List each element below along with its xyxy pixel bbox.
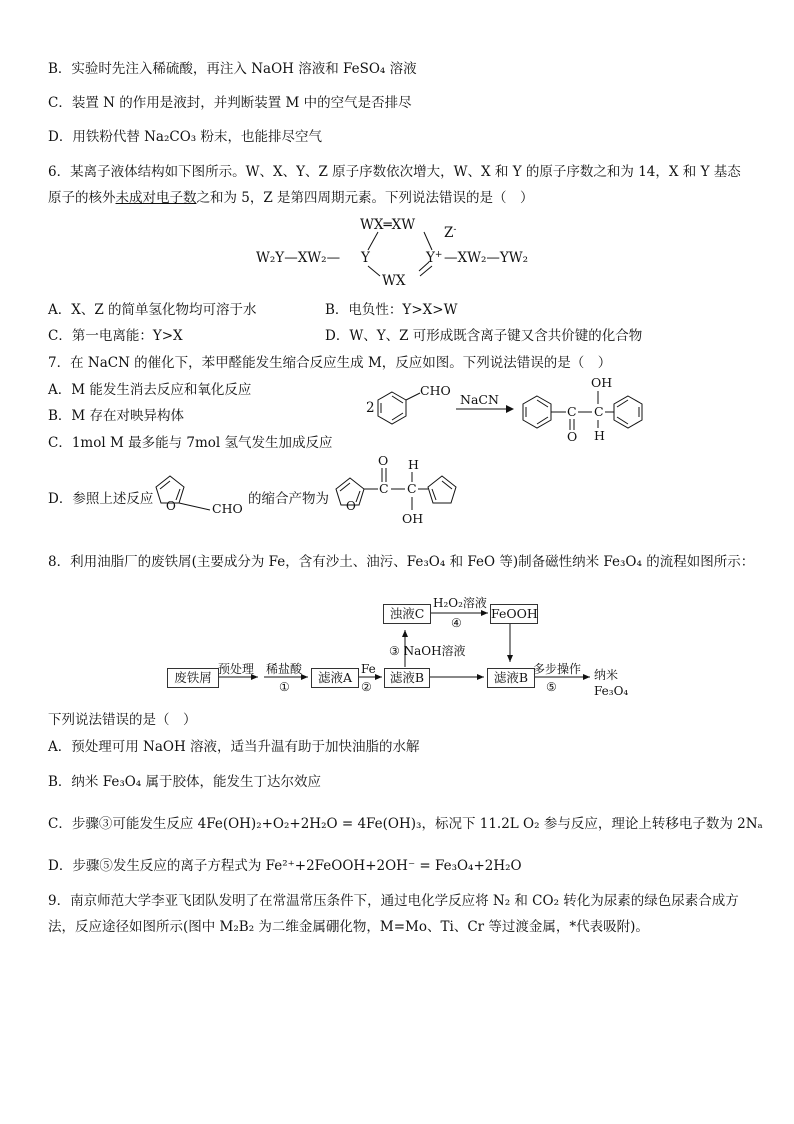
q6-anion: Z-: [444, 225, 457, 241]
flow-label-step5: ⑤: [546, 680, 557, 694]
flow-box-filtrate-b2: 滤液B: [487, 668, 535, 688]
q5-option-c: C．装置 N 的作用是液封，并判断装置 M 中的空气是否排尽: [48, 95, 412, 111]
q7-product-c1: C: [567, 404, 577, 419]
flow-final-nano: 纳米: [594, 668, 619, 682]
flow-label-step2: ②: [361, 680, 372, 694]
q9-stem-line2: 法，反应途径如图所示(图中 M₂B₂ 为二维金属硼化物，M=Mo、Ti、Cr 等过渡金属，*代表吸附)。: [48, 919, 649, 935]
q7-catalyst: NaCN: [460, 392, 499, 407]
flow-label-pretreat: 预处理: [218, 662, 255, 676]
q7-furoin-oh: OH: [402, 511, 424, 526]
q6-stem-post: 之和为 5，Z 是第四周期元素。下列说法错误的是（ ）: [196, 190, 534, 206]
flow-label-hcl: 稀盐酸: [266, 662, 303, 676]
q6-option-c: C．第一电离能：Y>X: [48, 328, 183, 344]
q7-option-c: C．1mol M 最多能与 7mol 氢气发生加成反应: [48, 435, 333, 451]
flow-box-filtrate-b: 滤液B: [384, 668, 430, 688]
q8-stem: 8．利用油脂厂的废铁屑(主要成分为 Fe，含有沙土、油污、Fe₃O₄ 和 FeO 等)制备磁性纳米 Fe₃O₄ 的流程如图所示：: [48, 554, 755, 570]
q7-option-a: A．M 能发生消去反应和氧化反应: [48, 382, 252, 398]
flow-label-h2o2: H₂O₂溶液: [433, 596, 487, 610]
q7-product-c2: C: [594, 404, 604, 419]
q8-ask: 下列说法错误的是（ ）: [48, 712, 197, 728]
flow-box-feooh: FeOOH: [490, 604, 538, 624]
flow-label-naoh: ③ NaOH溶液: [389, 644, 466, 658]
flow-label-multistep: 多步操作: [533, 662, 582, 676]
q6-stem-pre: 原子的核外: [48, 190, 116, 206]
q7-coefficient: 2: [366, 400, 375, 416]
flow-box-filtrate-a: 滤液A: [311, 668, 359, 688]
q7-reactant-cho: CHO: [420, 383, 451, 398]
q6-ring-y-left: Y: [361, 250, 370, 266]
q6-ring-bottom: WX: [382, 273, 406, 289]
q5-option-d: D．用铁粉代替 Na₂CO₃ 粉末，也能排尽空气: [48, 129, 322, 145]
q6-option-d: D．W、Y、Z 可形成既含离子键又含共价键的化合物: [325, 328, 643, 344]
q6-stem-line1: 6．某离子液体结构如下图所示。W、X、Y、Z 原子序数依次增大，W、X 和 Y 的原子序数之和为 14，X 和 Y 基态: [48, 164, 741, 180]
q7-product-oh: OH: [591, 375, 613, 390]
q9-stem-line1: 9．南京师范大学李亚飞团队发明了在常温常压条件下，通过电化学反应将 N₂ 和 CO₂ 转化为尿素的绿色尿素合成方: [48, 893, 739, 909]
q6-ring-top: WX═XW: [360, 217, 416, 233]
q6-left-group: W₂Y—XW₂—: [256, 250, 341, 266]
q7-product-o: O: [567, 429, 578, 444]
q6-stem-underlined: 未成对电子数: [115, 190, 197, 206]
flow-label-step1: ①: [279, 680, 290, 694]
flow-label-fe: Fe: [361, 662, 376, 676]
q7-furoin-c1: C: [379, 481, 389, 496]
q8-option-c: C．步骤③可能发生反应 4Fe(OH)₂+O₂+2H₂O = 4Fe(OH)₃，标况下 11.2L O₂ 参与反应，理论上转移电子数为 2Nₐ: [48, 816, 763, 832]
q7-option-d-post: 的缩合产物为: [248, 491, 329, 507]
q7-option-d-pre: D．参照上述反应: [48, 491, 154, 507]
q7-furoin-ring-o: O: [346, 499, 356, 513]
q8-option-a: A．预处理可用 NaOH 溶液，适当升温有助于加快油脂的水解: [48, 739, 420, 755]
q7-furfural-o: O: [166, 499, 176, 513]
q7-option-b: B．M 存在对映异构体: [48, 408, 185, 424]
flow-box-suspension-c: 浊液C: [383, 604, 431, 624]
q8-option-d: D．步骤⑤发生反应的离子方程式为 Fe²⁺+2FeOOH+2OH⁻ = Fe₃O₄+2H₂O: [48, 858, 522, 874]
q6-option-b: B．电负性：Y>X>W: [325, 302, 458, 318]
q7-furoin-h-top: H: [408, 457, 419, 472]
flow-box-scrap-iron: 废铁屑: [167, 668, 219, 688]
flow-final-fe3o4: Fe₃O₄: [594, 684, 629, 698]
q6-right-group: —XW₂—YW₂: [444, 250, 529, 266]
q7-furoin-o-top: O: [378, 453, 389, 468]
q8-option-b: B．纳米 Fe₃O₄ 属于胶体，能发生丁达尔效应: [48, 774, 322, 790]
q5-option-b: B．实验时先注入稀硫酸，再注入 NaOH 溶液和 FeSO₄ 溶液: [48, 61, 417, 77]
q7-product-h: H: [594, 428, 605, 443]
q6-ring-y-right: Y+: [426, 250, 443, 266]
q7-stem: 7．在 NaCN 的催化下，苯甲醛能发生缩合反应生成 M，反应如图。下列说法错误的是（ ）: [48, 355, 612, 371]
q7-furfural-cho: CHO: [212, 501, 243, 516]
flow-label-step4: ④: [451, 616, 462, 630]
q6-option-a: A．X、Z 的简单氢化物均可溶于水: [48, 302, 257, 318]
q7-furoin-c2: C: [407, 481, 417, 496]
